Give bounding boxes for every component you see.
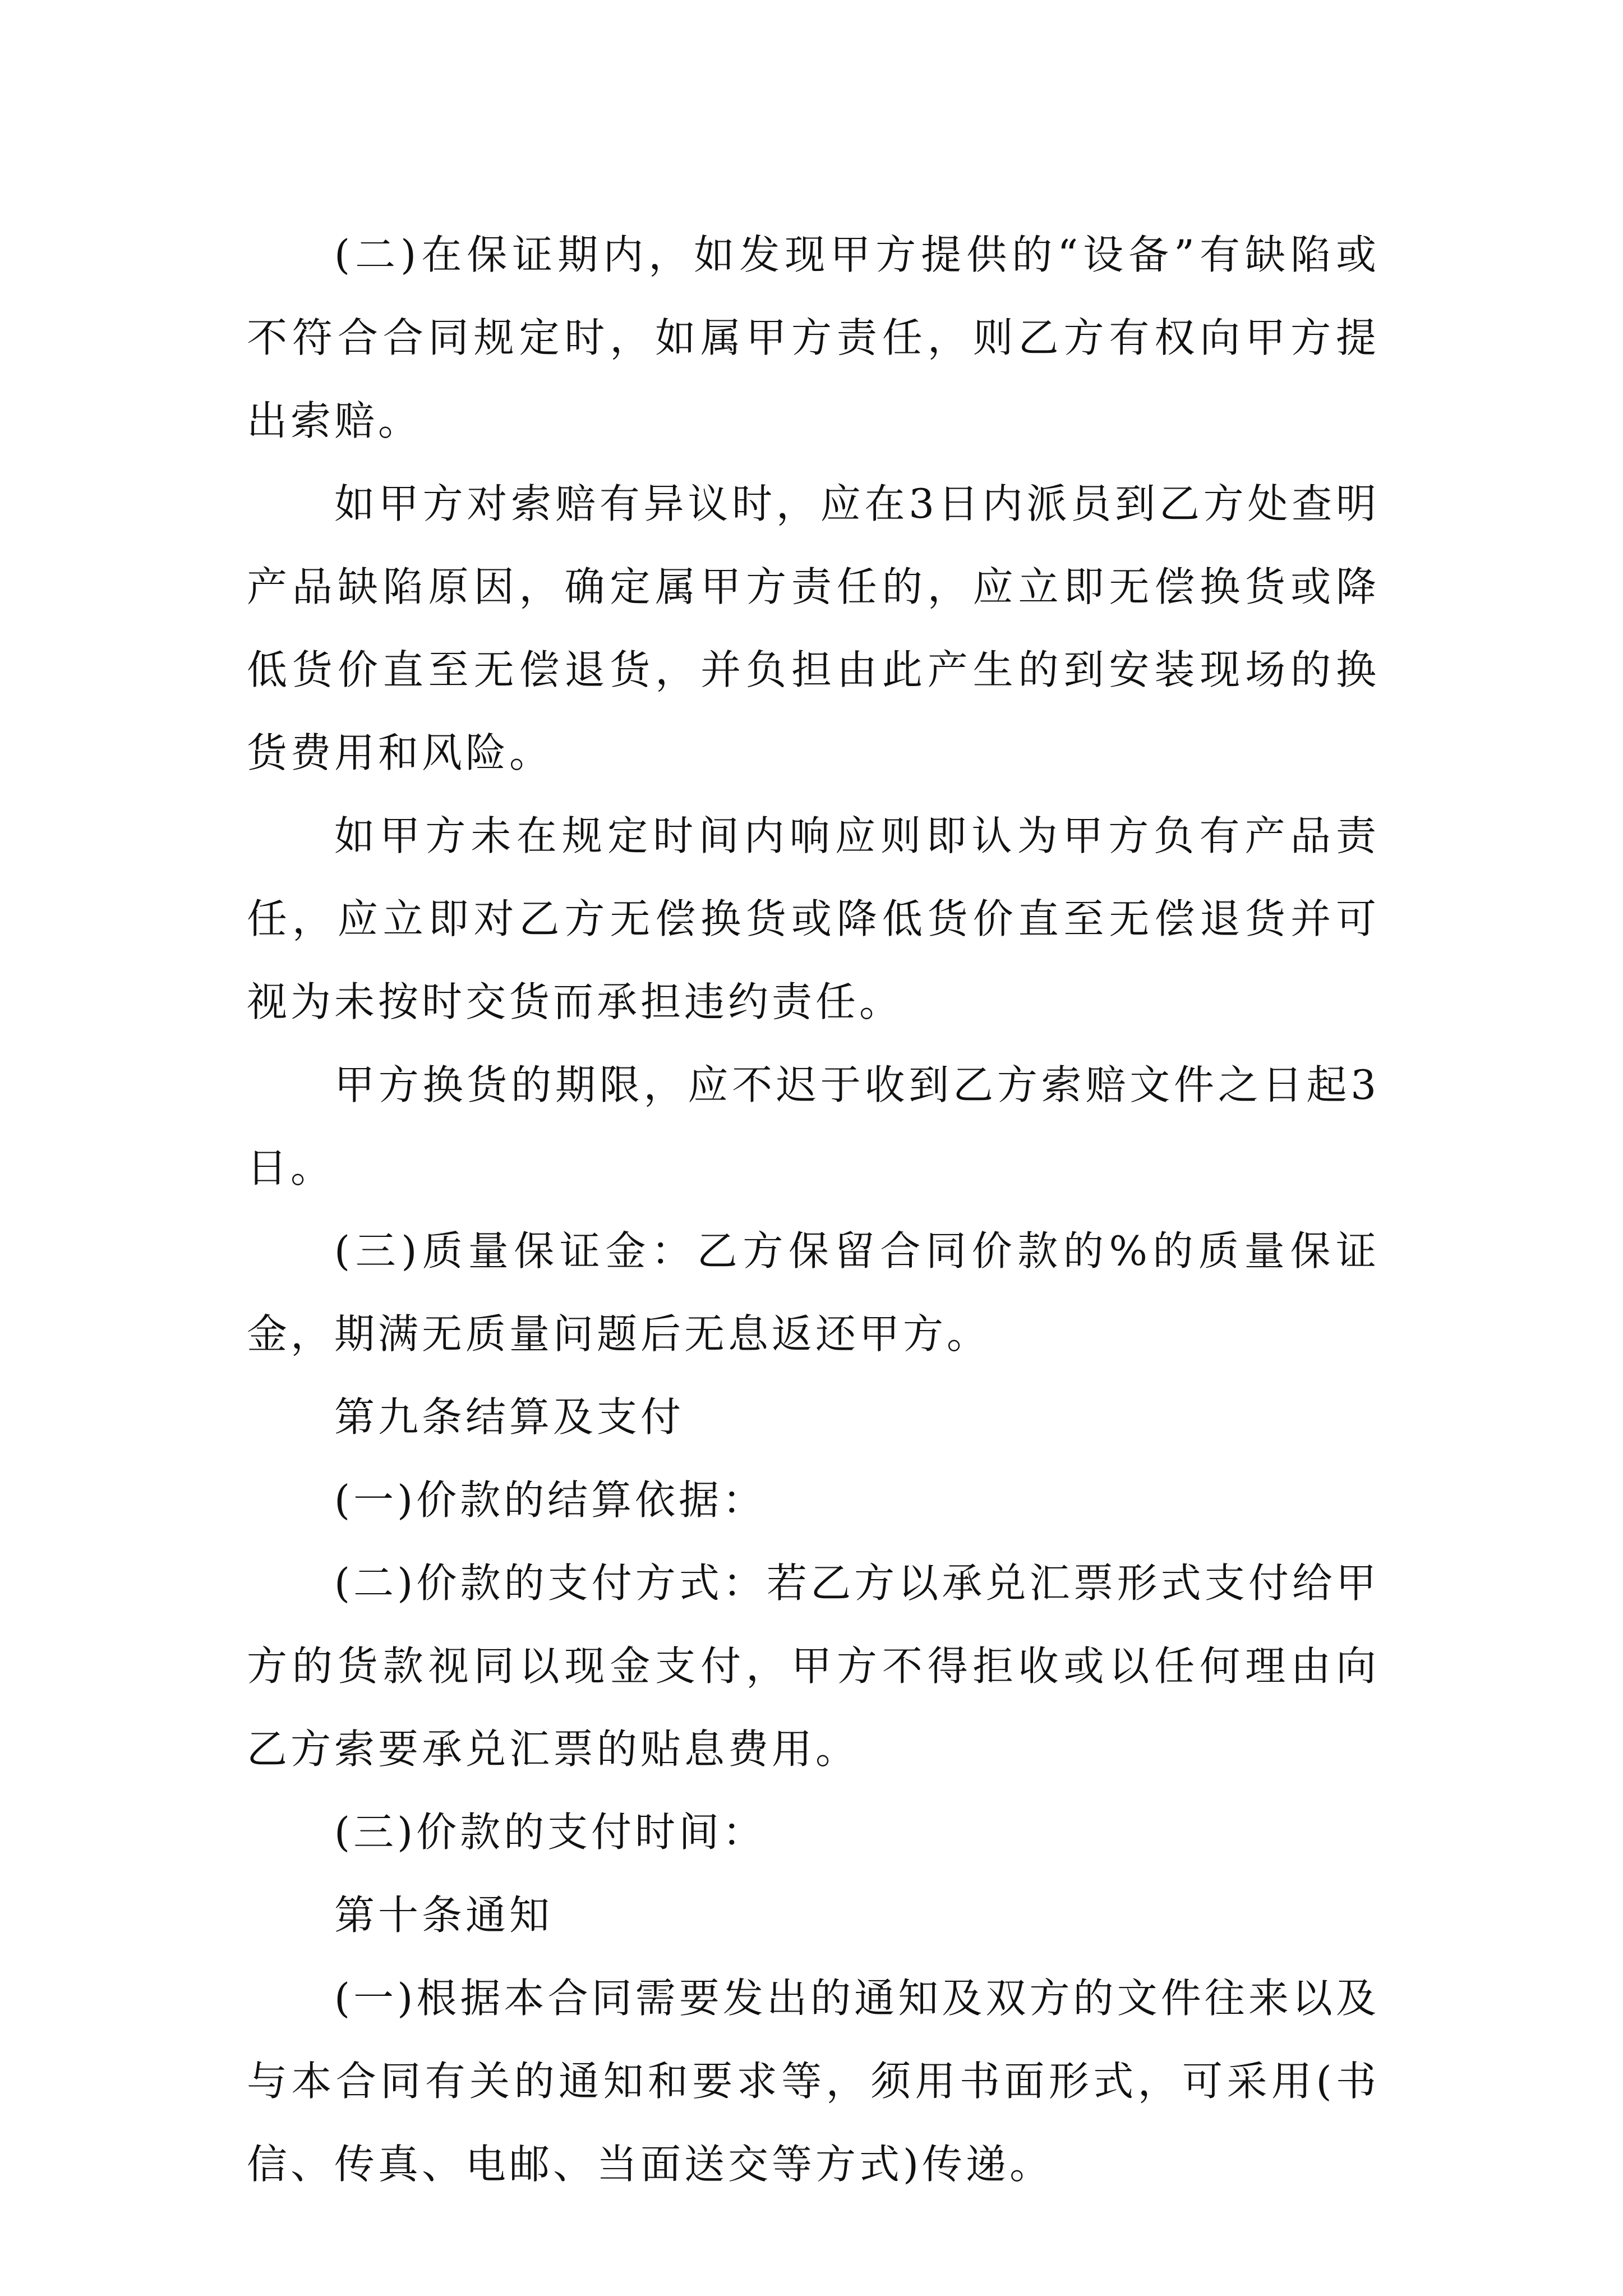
paragraph-settlement-basis: (一)价款的结算依据： bbox=[334, 1476, 767, 1524]
paragraph-payment-time: (三)价款的支付时间： bbox=[334, 1809, 767, 1856]
paragraph-notice-form: (一)根据本合同需要发出的通知及双方的文件往来以及与本合同有关的通知和要求等，须用书面形式，可采用(书信、传真、电邮、当面送交等方式)传递。 bbox=[247, 1975, 1380, 2188]
paragraph-replacement-deadline: 甲方换货的期限，应不迟于收到乙方索赔文件之日起3日。 bbox=[247, 1061, 1380, 1191]
paragraph-no-response: 如甲方未在规定时间内响应则即认为甲方负有产品责任，应立即对乙方无偿换货或降低货价直至无偿退货并可视为未按时交货而承担违约责任。 bbox=[247, 812, 1380, 1025]
heading-article-10: 第十条通知 bbox=[334, 1892, 554, 1939]
paragraph-claim-objection: 如甲方对索赔有异议时，应在3日内派员到乙方处查明产品缺陷原因，确定属甲方责任的，应立即无偿换货或降低货价直至无偿退货，并负担由此产生的到安装现场的换货费用和风险。 bbox=[247, 480, 1380, 776]
paragraph-warranty-claim: (二)在保证期内，如发现甲方提供的“设备”有缺陷或不符合合同规定时，如属甲方责任，则乙方有权向甲方提出索赔。 bbox=[247, 231, 1380, 444]
document-body bbox=[247, 213, 1380, 2206]
paragraph-payment-method: (二)价款的支付方式：若乙方以承兑汇票形式支付给甲方的货款视同以现金支付，甲方不得拒收或以任何理由向乙方索要承兑汇票的贴息费用。 bbox=[247, 1559, 1380, 1773]
paragraph-quality-deposit: (三)质量保证金：乙方保留合同价款的%的质量保证金，期满无质量问题后无息返还甲方。 bbox=[247, 1227, 1380, 1358]
heading-article-9: 第九条结算及支付 bbox=[334, 1393, 685, 1441]
